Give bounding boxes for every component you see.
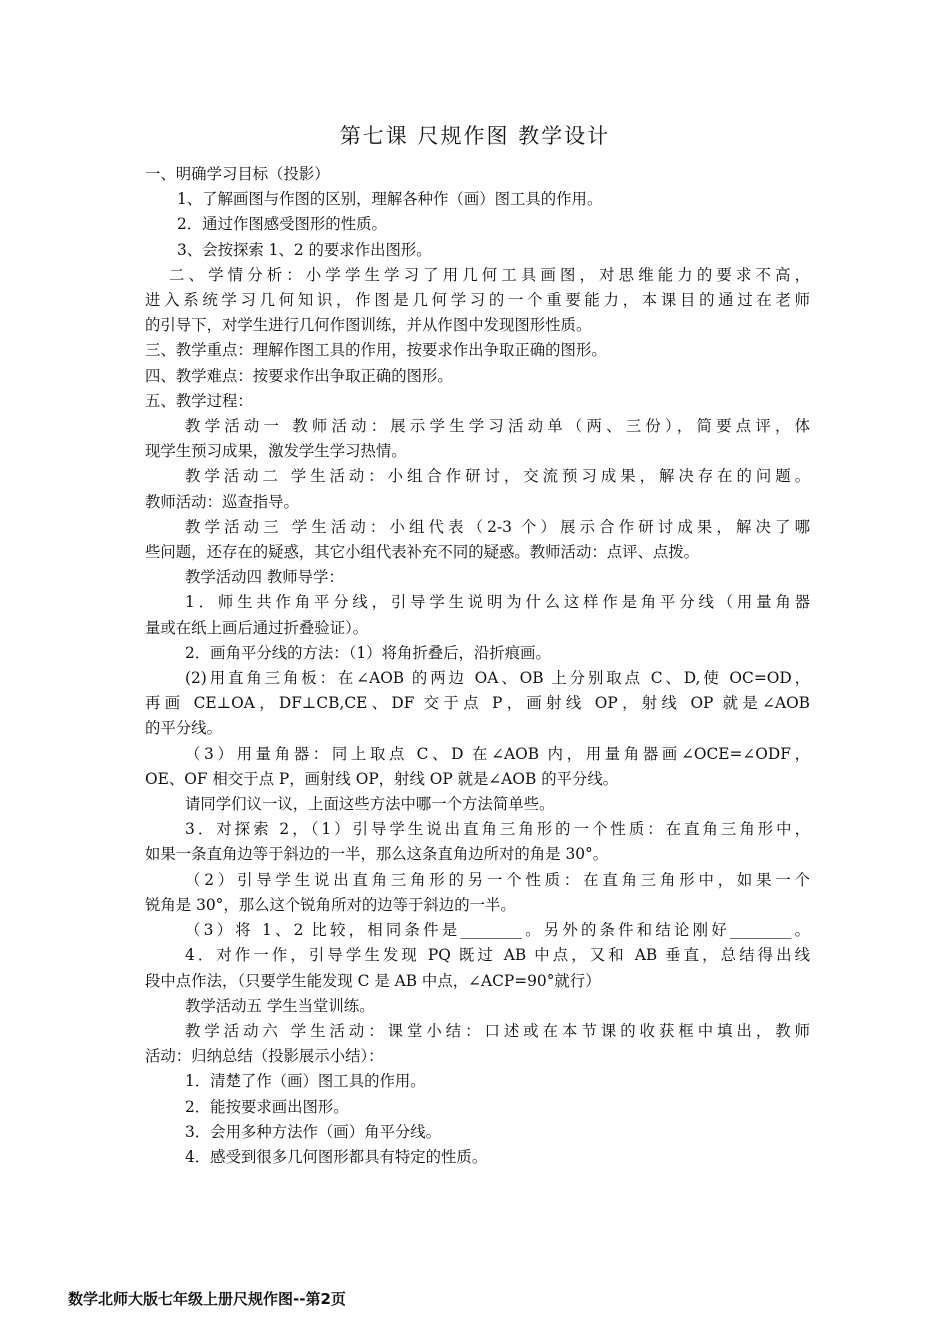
section-heading-difficulties: 四、教学难点：按要求作出争取正确的图形。 xyxy=(145,366,453,385)
paragraph-line: OE、OF 相交于点 P，画射线 OP，射线 OP 就是∠AOB 的平分线。 xyxy=(145,769,619,788)
paragraph-line: (2)用直角三角板：在∠AOB 的两边 OA、OB 上分别取点 C、D,使 OC=OD， xyxy=(185,669,810,688)
paragraph-line: 教学活动六 学生活动：课堂小结：口述或在本节课的收获框中填出，教师 xyxy=(185,1021,810,1040)
paragraph-line: 现学生预习成果，激发学生学习热情。 xyxy=(145,442,407,461)
summary-item: 1．清楚了作（画）图工具的作用。 xyxy=(185,1072,426,1091)
section-heading-objectives: 一、明确学习目标（投影） xyxy=(145,165,330,183)
page-footer: 数学北师大版七年级上册尺规作图--第2页 xyxy=(68,1290,346,1308)
paragraph-line: 的引导下，对学生进行几何作图训练，并从作图中发现图形性质。 xyxy=(145,316,592,335)
summary-item: 4．感受到很多几何图形都具有特定的性质。 xyxy=(185,1147,488,1166)
paragraph-line: 教学活动五 学生当堂训练。 xyxy=(185,996,375,1015)
paragraph-line: 2．画角平分线的方法：（1）将角折叠后，沿折痕画。 xyxy=(185,643,551,662)
objective-item: 1、了解画图与作图的区别，理解各种作（画）图工具的作用。 xyxy=(177,190,603,209)
paragraph-line: 教学活动三 学生活动：小组代表（2-3 个）展示合作研讨成果，解决了哪 xyxy=(185,517,810,536)
paragraph-line: （2）引导学生说出直角三角形的另一个性质：在直角三角形中，如果一个 xyxy=(185,870,810,889)
paragraph-line: 进入系统学习几何知识，作图是几何学习的一个重要能力，本课目的通过在老师 xyxy=(145,291,810,310)
section-heading-key-points: 三、教学重点：理解作图工具的作用，按要求作出争取正确的图形。 xyxy=(145,341,607,360)
paragraph-line: 教学活动一 教师活动：展示学生学习活动单（两、三份），简要点评，体 xyxy=(185,417,810,436)
paragraph-line: 1．师生共作角平分线，引导学生说明为什么这样作是角平分线（用量角器 xyxy=(185,593,810,612)
summary-item: 2．能按要求画出图形。 xyxy=(185,1097,349,1116)
paragraph-line: 些问题，还存在的疑惑，其它小组代表补充不同的疑惑。教师活动：点评、点拨。 xyxy=(145,543,700,562)
paragraph-line: 的平分线。 xyxy=(145,719,222,738)
paragraph-line: 教师活动：巡查指导。 xyxy=(145,492,299,511)
summary-item: 3．会用多种方法作（画）角平分线。 xyxy=(185,1122,442,1141)
paragraph-line: 4．对作一作，引导学生发现 PQ 既过 AB 中点，又和 AB 垂直，总结得出线 xyxy=(185,946,810,965)
paragraph-line: 锐角是 30°，那么这个锐角所对的边等于斜边的一半。 xyxy=(145,895,516,914)
paragraph-line: 量或在纸上画后通过折叠验证）。 xyxy=(145,618,369,637)
document-body xyxy=(145,162,810,1170)
paragraph-line: 二、学情分析：小学学生学习了用几何工具画图，对思维能力的要求不高， xyxy=(169,265,810,284)
paragraph-line: 3．对探索 2，（1）引导学生说出直角三角形的一个性质：在直角三角形中， xyxy=(185,820,810,839)
page-title: 第七课 尺规作图 教学设计 xyxy=(339,124,611,148)
paragraph-line: 段中点作法，（只要学生能发现 C 是 AB 中点，∠ACP=90°就行） xyxy=(145,971,601,990)
objective-item: 2．通过作图感受图形的性质。 xyxy=(177,215,387,234)
paragraph-line: 再画 CE⊥OA，DF⊥CB,CE、DF 交于点 P，画射线 OP，射线 OP 就是∠AOB xyxy=(145,694,810,713)
paragraph-line: 请同学们议一议，上面这些方法中哪一个方法简单些。 xyxy=(185,795,555,814)
paragraph-line: 教学活动四 教师导学： xyxy=(185,568,344,587)
paragraph-line: 如果一条直角边等于斜边的一半，那么这条直角边所对的角是 30°。 xyxy=(145,845,609,864)
paragraph-line: （3）用量角器：同上取点 C、D 在∠AOB 内，用量角器画∠OCE=∠ODF， xyxy=(185,744,810,763)
paragraph-line: （3）将 1、2 比较，相同条件是________。另外的条件和结论刚好________。 xyxy=(185,921,810,940)
section-heading-process: 五、教学过程： xyxy=(145,391,253,410)
paragraph-line: 教学活动二 学生活动：小组合作研讨，交流预习成果，解决存在的问题。 xyxy=(185,467,810,486)
paragraph-line: 活动：归纳总结（投影展示小结）： xyxy=(145,1047,384,1066)
objective-item: 3、会按探索 1、2 的要求作出图形。 xyxy=(177,240,432,259)
